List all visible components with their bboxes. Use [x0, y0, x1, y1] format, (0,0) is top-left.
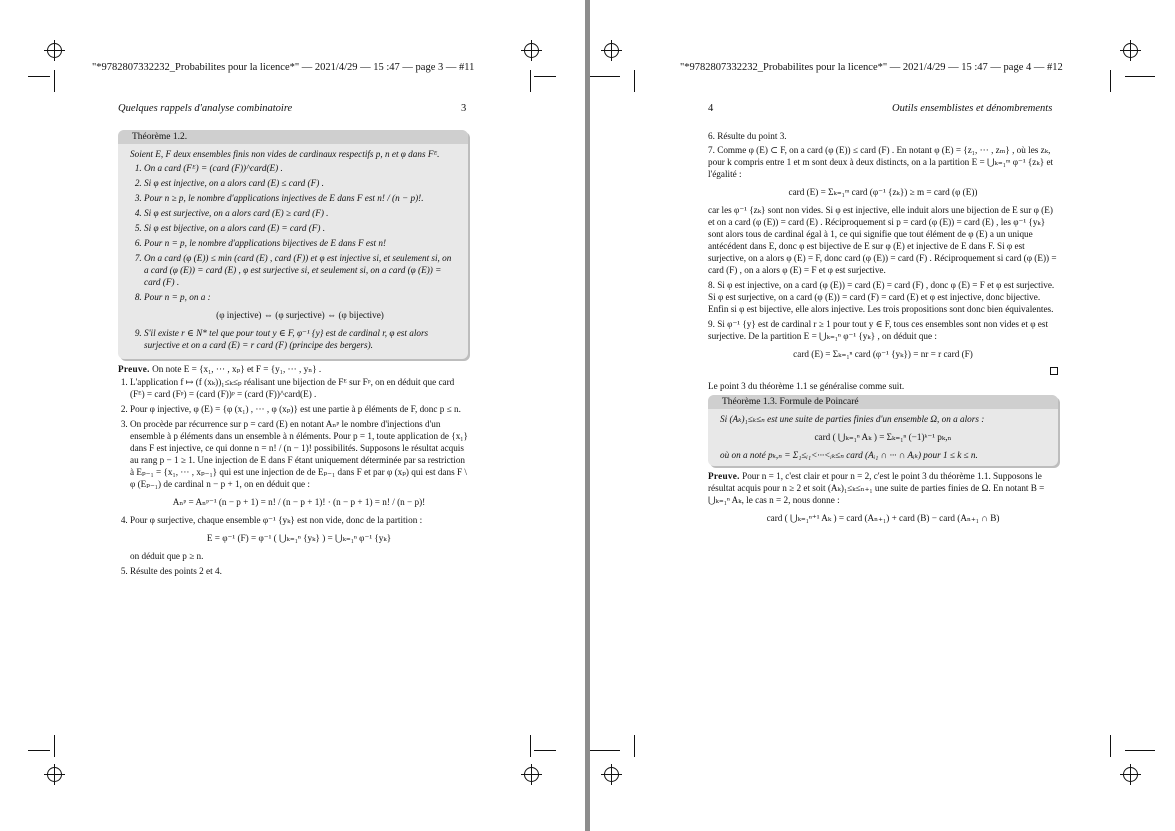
lead-sentence: Le point 3 du théorème 1.1 se généralise comme suit.: [708, 381, 905, 391]
crop-mark-icon: [1123, 43, 1138, 58]
item-continuation: car les φ⁻¹ {zₖ} sont non vides. Si φ est injective, elle induit alors une bijection de E sur φ (E) et on a card (φ (E)) = card (E) . Réciproquement si p = card (φ (E)) = card (E) , les φ⁻¹ {yₖ} sont alors tous de cardinal égal à 1, ce qui signifie que tout élément de φ (E) a un unique antécédent dans E, donc φ est bijective de E sur φ (E) et injective de E dans F. Si φ est surjective, on a alors φ (E) = F, donc card (φ (E)) = card (F) . Réciproquement si card (φ (E)) = card (F) , on a alors φ (E) = F et φ est surjective.: [708, 205, 1057, 275]
numbered-item: [708, 279, 1058, 315]
crop-line: [1125, 76, 1155, 77]
partition-formula: E = φ⁻¹ (F) = φ⁻¹ ( ⋃ₖ₌₁ⁿ {yₖ} ) = ⋃ₖ₌₁ⁿ φ⁻¹ {yₖ}: [206, 533, 392, 543]
page-number: 3: [461, 103, 467, 114]
proof-label: Preuve.: [118, 364, 150, 374]
proof-item: [130, 514, 468, 562]
item-text: Si φ est injective, on a card (φ (E)) = card (E) = card (F) , donc φ (E) = F et φ est surjective. Si φ est surjective, on a card (φ (E)) = card (F) = card (E) et φ est injective, donc bijective. Enfin si φ est bijective, elle alors injective. Les trois propositions sont donc bien équivalentes.: [708, 280, 1055, 314]
proof-text: Pour n = 1, c'est clair et pour n = 2, c'est le point 3 du théorème 1.1. Supposons le résultat acquis pour n ≥ 2 et soit (Aₖ)₁≤ₖ≤ₙ₊₁ une suite de parties finies de Ω. En notant B = ⋃ₖ₌₁ⁿ Aₖ, le cas n = 2, nous donne :: [708, 471, 1045, 505]
numbered-item: [708, 130, 1058, 142]
crop-mark-icon: [524, 43, 539, 58]
page-number: 4: [708, 103, 714, 114]
injection-count-formula: Aₙᵖ = Aₙᵖ⁻¹ (n − p + 1) = n! / (n − p + 1)! · (n − p + 1) = n! / (n − p)!: [172, 497, 426, 507]
proof-item-text: Pour φ surjective, chaque ensemble φ⁻¹ {yₖ} est non vide, donc de la partition :: [130, 515, 423, 525]
item-number: 6.: [708, 131, 715, 141]
item-text: Comme φ (E) ⊂ F, on a card (φ (E)) ≤ card (F) . En notant φ (E) = {z₁, ··· , zₘ} , où les zₖ, pour k compris entre 1 et m sont deux à deux distincts, on a la partition E = ⋃ₖ₌₁ᵐ φ⁻¹ {zₖ} et l'égalité :: [708, 145, 1054, 179]
theorem-item: 6. Pour n = p, le nombre d'applications bijectives de E dans F est n!: [144, 237, 456, 249]
proof: [708, 470, 1058, 524]
crop-line: [530, 735, 531, 757]
item-number: 8.: [708, 280, 715, 290]
crop-mark-icon: [604, 767, 619, 782]
running-title: Quelques rappels d'analyse combinatoire: [118, 103, 293, 114]
crop-line: [634, 735, 635, 757]
crop-mark-icon: [524, 767, 539, 782]
item-number: 9.: [708, 319, 715, 329]
item-text: Résulte du point 3.: [717, 131, 787, 141]
crop-line: [28, 750, 50, 751]
union-formula: card ( ⋃ₖ₌₁ⁿ⁺¹ Aₖ ) = card (Aₙ₊₁) + card (B) − card (Aₙ₊₁ ∩ B): [766, 513, 1000, 523]
proof-intro: On note E = {x₁, ··· , xₚ} et F = {y₁, ··· , yₙ} .: [152, 364, 322, 374]
crop-line: [590, 76, 620, 77]
equivalence-formula: (φ injective) ⇔ (φ surjective) ⇔ (φ bijective): [216, 310, 384, 320]
page-body: [708, 130, 1058, 530]
theorem-heading: Théorème 1.2.: [118, 130, 468, 144]
proof-label: Preuve.: [708, 471, 740, 481]
theorem-intro: Soient E, F deux ensembles finis non vides de cardinaux respectifs p, n et φ dans Fᴱ.: [130, 149, 440, 159]
proof-item: 2. Pour φ injective, φ (E) = {φ (x₁) , ··· , φ (xₚ)} est une partie à p éléments de F, donc p ≤ n.: [130, 403, 468, 415]
crop-line: [534, 76, 556, 77]
running-title: Outils ensemblistes et dénombrements: [892, 103, 1053, 114]
theorem-note: où on a noté pₖ,ₙ = Σ₁≤ᵢ₁<···<ᵢₖ≤ₙ card (Aᵢ₁ ∩ ··· ∩ Aᵢₖ) pour 1 ≤ k ≤ n.: [720, 450, 978, 460]
crop-line: [530, 70, 531, 92]
proof: [118, 363, 468, 577]
slug-line: "*9782807332232_Probabilites pour la licence*" — 2021/4/29 — 15 :47 — page 3 — #11: [92, 62, 475, 73]
crop-line: [1110, 735, 1111, 757]
theorem-item: 5. Si φ est bijective, on a alors card (E) = card (F) .: [144, 222, 456, 234]
numbered-item: [708, 318, 1058, 360]
page-body: [118, 130, 468, 580]
poincare-formula: card ( ⋃ₖ₌₁ⁿ Aₖ ) = Σₖ₌₁ⁿ (−1)ᵏ⁻¹ pₖ,ₙ: [814, 432, 952, 442]
crop-line: [54, 735, 55, 757]
crop-mark-icon: [604, 43, 619, 58]
item-text: Si φ⁻¹ {y} est de cardinal r ≥ 1 pour tout y ∈ F, tous ces ensembles sont non vides et φ est surjective. De la partition E = ⋃ₖ₌₁ⁿ φ⁻¹ {yₖ} , on déduit que :: [708, 319, 1049, 341]
theorem-item: 2. Si φ est injective, on a alors card (E) ≤ card (F) .: [144, 177, 456, 189]
proof-item: 1. L'application f ↦ (f (xₖ))₁≤ₖ≤ₚ réalisant une bijection de Fᴱ sur Fᵖ, on en déduit que card (Fᴱ) = card (Fᵖ) = (card (F))ᵖ = (card (F))^card(E) .: [130, 376, 468, 400]
proof-item-text: On procède par récurrence sur p = card (E) en notant Aₙᵖ le nombre d'injections d'un ensemble à p éléments dans un ensemble à n éléments. Pour p = 1, toute application de {x₁} dans F est injective, ce qui donne n = n! / (n − 1)! possibilités. Supposons le résultat acquis au rang p − 1 ≥ 1. Une injection de E dans F étant uniquement déterminée par sa restriction à Eₚ₋₁ = {x₁, ··· , xₚ₋₁} qui est une injection de de Eₚ₋₁ dans F et par φ (xₚ) qui est dans F \ φ (Eₚ₋₁) de cardinal n − p + 1, on en déduit que :: [130, 419, 468, 489]
theorem-item: 4. Si φ est surjective, on a alors card (E) ≥ card (F) .: [144, 207, 456, 219]
theorem-box: [708, 395, 1058, 466]
crop-line: [1110, 70, 1111, 92]
crop-line: [534, 750, 556, 751]
numbered-item: [708, 144, 1058, 276]
crop-line: [1125, 750, 1155, 751]
theorem-item: 3. Pour n ≥ p, le nombre d'applications injectives de E dans F est n! / (n − p)!.: [144, 192, 456, 204]
proof-item: [130, 418, 468, 508]
proof-item: 5. Résulte des points 2 et 4.: [130, 565, 468, 577]
crop-mark-icon: [47, 43, 62, 58]
theorem-item: [144, 291, 456, 321]
crop-line: [634, 70, 635, 92]
item-number: 7.: [708, 145, 715, 155]
shepherd-formula: card (E) = Σₖ₌₁ⁿ card (φ⁻¹ {yₖ}) = nr = r card (F): [793, 349, 973, 359]
theorem-body: [708, 409, 1058, 461]
theorem-box: [118, 130, 468, 359]
right-page: [590, 0, 1175, 831]
cardinal-sum-formula: card (E) = Σₖ₌₁ᵐ card (φ⁻¹ {zₖ}) ≥ m = card (φ (E)): [788, 187, 978, 197]
theorem-body: [118, 144, 468, 351]
theorem-heading: Théorème 1.3. Formule de Poincaré: [708, 395, 1058, 409]
left-page: [0, 0, 585, 831]
proof-conclusion: on déduit que p ≥ n.: [130, 551, 204, 561]
theorem-item: 1. On a card (Fᴱ) = (card (F))^card(E) .: [144, 162, 456, 174]
crop-line: [54, 70, 55, 92]
crop-line: [28, 76, 50, 77]
crop-line: [590, 750, 620, 751]
crop-mark-icon: [47, 767, 62, 782]
crop-mark-icon: [1123, 767, 1138, 782]
slug-line: "*9782807332232_Probabilites pour la licence*" — 2021/4/29 — 15 :47 — page 4 — #12: [680, 62, 1063, 73]
theorem-item-text: Pour n = p, on a :: [144, 292, 211, 302]
theorem-intro: Si (Aₖ)₁≤ₖ≤ₙ est une suite de parties finies d'un ensemble Ω, on a alors :: [720, 414, 985, 424]
theorem-item: 7. On a card (φ (E)) ≤ min (card (E) , card (F)) et φ est injective si, et seulement si, on a card (φ (E)) = card (E) , φ est surjective si, et seulement si, on a card (φ (E)) = card (F) .: [144, 252, 456, 288]
qed-icon: [708, 366, 1058, 378]
theorem-item: 9. S'il existe r ∈ N* tel que pour tout y ∈ F, φ⁻¹ {y} est de cardinal r, φ est alors surjective et on a card (E) = r card (F) (principe des bergers).: [144, 327, 456, 351]
